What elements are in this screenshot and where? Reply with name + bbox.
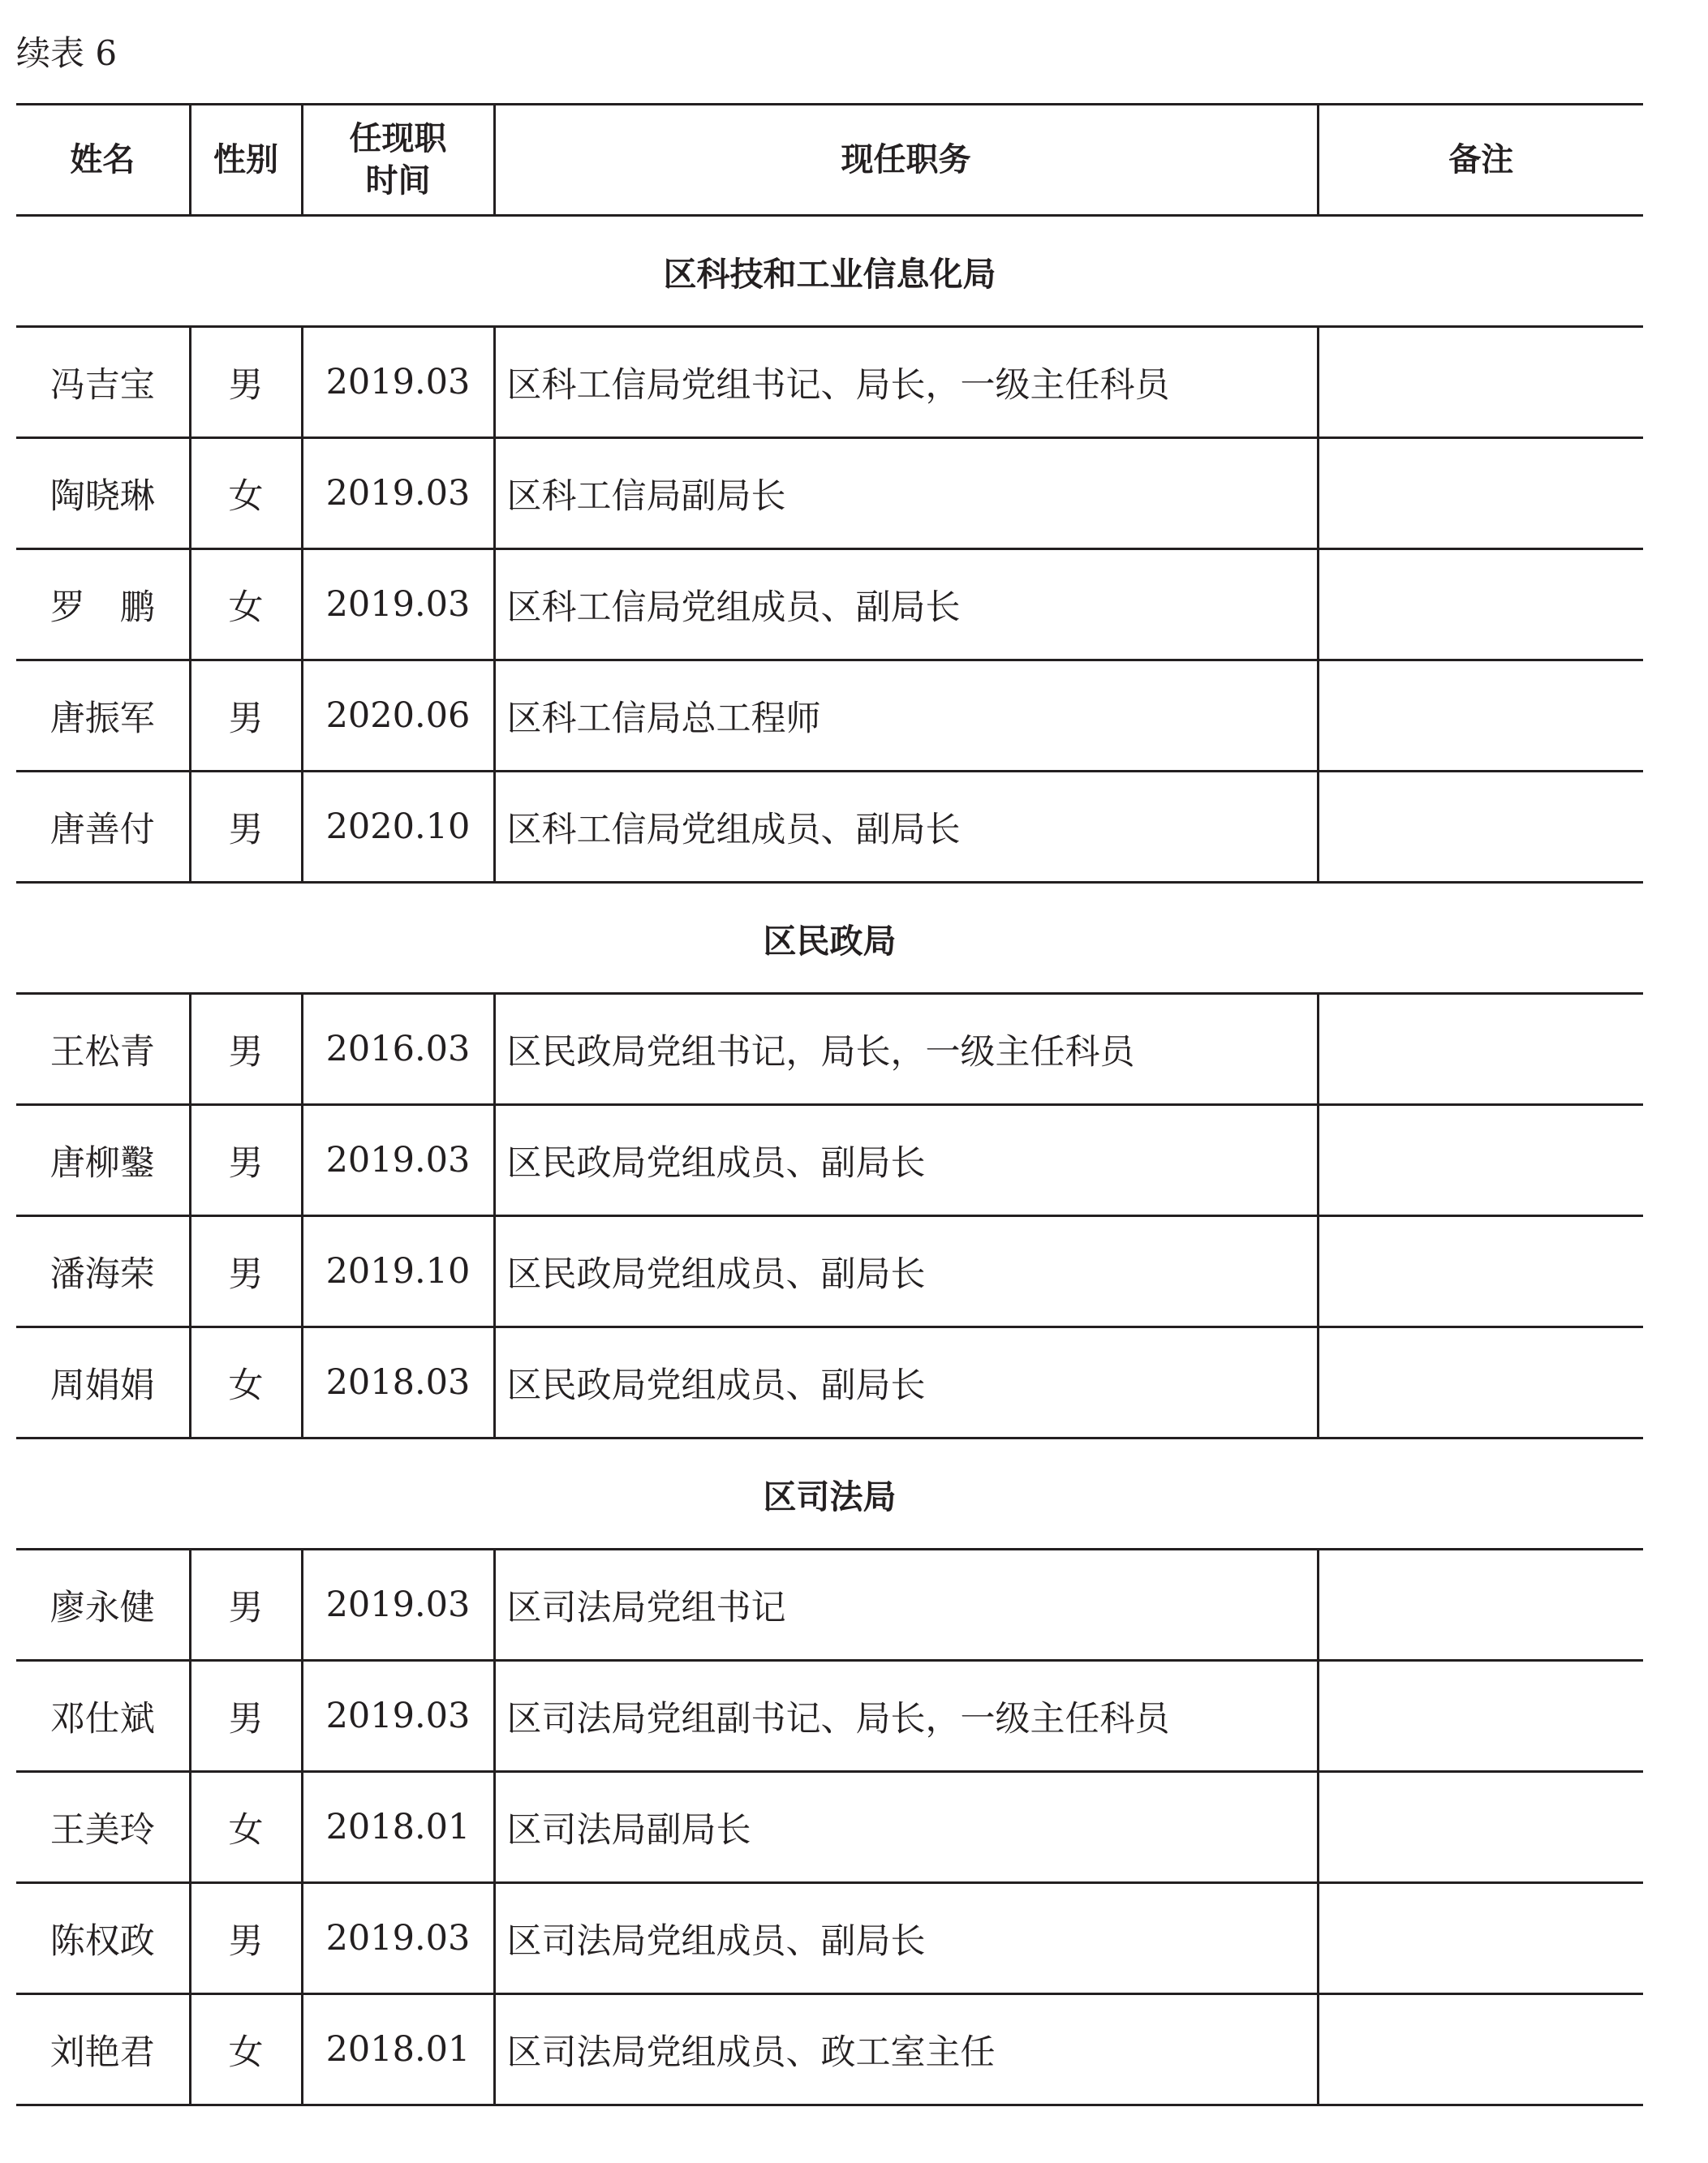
cell-note — [1318, 772, 1643, 883]
cell-gender: 男 — [190, 1883, 302, 1994]
cell-duty: 区科工信局副局长 — [494, 438, 1318, 549]
cell-note — [1318, 1883, 1643, 1994]
cell-gender: 男 — [190, 994, 302, 1105]
cell-name: 罗 鹏 — [16, 549, 190, 660]
personnel-table — [16, 103, 1643, 2106]
table-row — [16, 1216, 1643, 1327]
cell-note — [1318, 1772, 1643, 1883]
cell-duty: 区司法局党组成员、政工室主任 — [494, 1994, 1318, 2105]
table-row — [16, 549, 1643, 660]
table-row — [16, 1327, 1643, 1438]
cell-duty: 区科工信局总工程师 — [494, 660, 1318, 772]
cell-name: 王美玲 — [16, 1772, 190, 1883]
cell-name: 唐柳鑿 — [16, 1105, 190, 1216]
cell-note — [1318, 549, 1643, 660]
cell-name: 潘海荣 — [16, 1216, 190, 1327]
cell-note — [1318, 1994, 1643, 2105]
cell-note — [1318, 1216, 1643, 1327]
cell-gender: 女 — [190, 1994, 302, 2105]
cell-name: 陶晓琳 — [16, 438, 190, 549]
header-time-line2: 时间 — [365, 162, 431, 200]
cell-note — [1318, 1105, 1643, 1216]
table-body — [16, 216, 1643, 2105]
table-row — [16, 772, 1643, 883]
header-name: 姓名 — [16, 105, 190, 216]
header-time-line1: 任现职 — [349, 120, 447, 157]
table-row — [16, 1105, 1643, 1216]
cell-name: 刘艳君 — [16, 1994, 190, 2105]
table-row — [16, 1661, 1643, 1772]
cell-duty: 区科工信局党组成员、副局长 — [494, 772, 1318, 883]
cell-note — [1318, 994, 1643, 1105]
cell-name: 唐善付 — [16, 772, 190, 883]
cell-duty: 区民政局党组成员、副局长 — [494, 1327, 1318, 1438]
cell-gender: 男 — [190, 1661, 302, 1772]
table-row — [16, 660, 1643, 772]
section-header-row — [16, 1438, 1643, 1550]
cell-name: 陈权政 — [16, 1883, 190, 1994]
cell-duty: 区司法局副局长 — [494, 1772, 1318, 1883]
cell-gender: 女 — [190, 549, 302, 660]
cell-gender: 男 — [190, 1550, 302, 1661]
section-title: 区民政局 — [16, 883, 1643, 994]
cell-gender: 男 — [190, 660, 302, 772]
cell-duty: 区司法局党组副书记、局长，一级主任科员 — [494, 1661, 1318, 1772]
cell-time: 2019.03 — [302, 549, 494, 660]
section-title: 区司法局 — [16, 1438, 1643, 1550]
cell-time: 2020.10 — [302, 772, 494, 883]
header-row — [16, 105, 1643, 216]
cell-note — [1318, 1661, 1643, 1772]
cell-time: 2018.03 — [302, 1327, 494, 1438]
cell-note — [1318, 327, 1643, 438]
table-row — [16, 1994, 1643, 2105]
cell-duty: 区科工信局党组成员、副局长 — [494, 549, 1318, 660]
cell-name: 周娟娟 — [16, 1327, 190, 1438]
cell-duty: 区民政局党组书记，局长，一级主任科员 — [494, 994, 1318, 1105]
section-header-row — [16, 883, 1643, 994]
table-header — [16, 105, 1643, 216]
cell-name: 廖永健 — [16, 1550, 190, 1661]
cell-note — [1318, 1327, 1643, 1438]
cell-time: 2018.01 — [302, 1994, 494, 2105]
cell-time: 2019.03 — [302, 1105, 494, 1216]
cell-gender: 男 — [190, 772, 302, 883]
section-title: 区科技和工业信息化局 — [16, 216, 1643, 327]
cell-note — [1318, 438, 1643, 549]
cell-duty: 区民政局党组成员、副局长 — [494, 1105, 1318, 1216]
cell-duty: 区科工信局党组书记、局长，一级主任科员 — [494, 327, 1318, 438]
cell-duty: 区司法局党组成员、副局长 — [494, 1883, 1318, 1994]
cell-time: 2019.03 — [302, 1661, 494, 1772]
cell-time: 2020.06 — [302, 660, 494, 772]
cell-time: 2019.10 — [302, 1216, 494, 1327]
cell-time: 2019.03 — [302, 327, 494, 438]
cell-duty: 区司法局党组书记 — [494, 1550, 1318, 1661]
table-caption: 续表 6 — [16, 33, 118, 73]
section-header-row — [16, 216, 1643, 327]
header-note: 备注 — [1318, 105, 1643, 216]
table-row — [16, 1550, 1643, 1661]
cell-duty: 区民政局党组成员、副局长 — [494, 1216, 1318, 1327]
cell-gender: 女 — [190, 1327, 302, 1438]
cell-name: 王松青 — [16, 994, 190, 1105]
cell-time: 2019.03 — [302, 1550, 494, 1661]
cell-note — [1318, 1550, 1643, 1661]
cell-gender: 男 — [190, 1105, 302, 1216]
header-gender: 性别 — [190, 105, 302, 216]
table-row — [16, 438, 1643, 549]
cell-note — [1318, 660, 1643, 772]
table-row — [16, 1772, 1643, 1883]
cell-time: 2019.03 — [302, 1883, 494, 1994]
header-time — [302, 105, 494, 216]
cell-gender: 女 — [190, 438, 302, 549]
cell-name: 邓仕斌 — [16, 1661, 190, 1772]
table-row — [16, 1883, 1643, 1994]
cell-name: 唐振军 — [16, 660, 190, 772]
header-duty: 现任职务 — [494, 105, 1318, 216]
table-row — [16, 327, 1643, 438]
cell-time: 2018.01 — [302, 1772, 494, 1883]
cell-name: 冯吉宝 — [16, 327, 190, 438]
cell-gender: 男 — [190, 327, 302, 438]
cell-gender: 男 — [190, 1216, 302, 1327]
cell-time: 2019.03 — [302, 438, 494, 549]
table-row — [16, 994, 1643, 1105]
cell-gender: 女 — [190, 1772, 302, 1883]
cell-time: 2016.03 — [302, 994, 494, 1105]
